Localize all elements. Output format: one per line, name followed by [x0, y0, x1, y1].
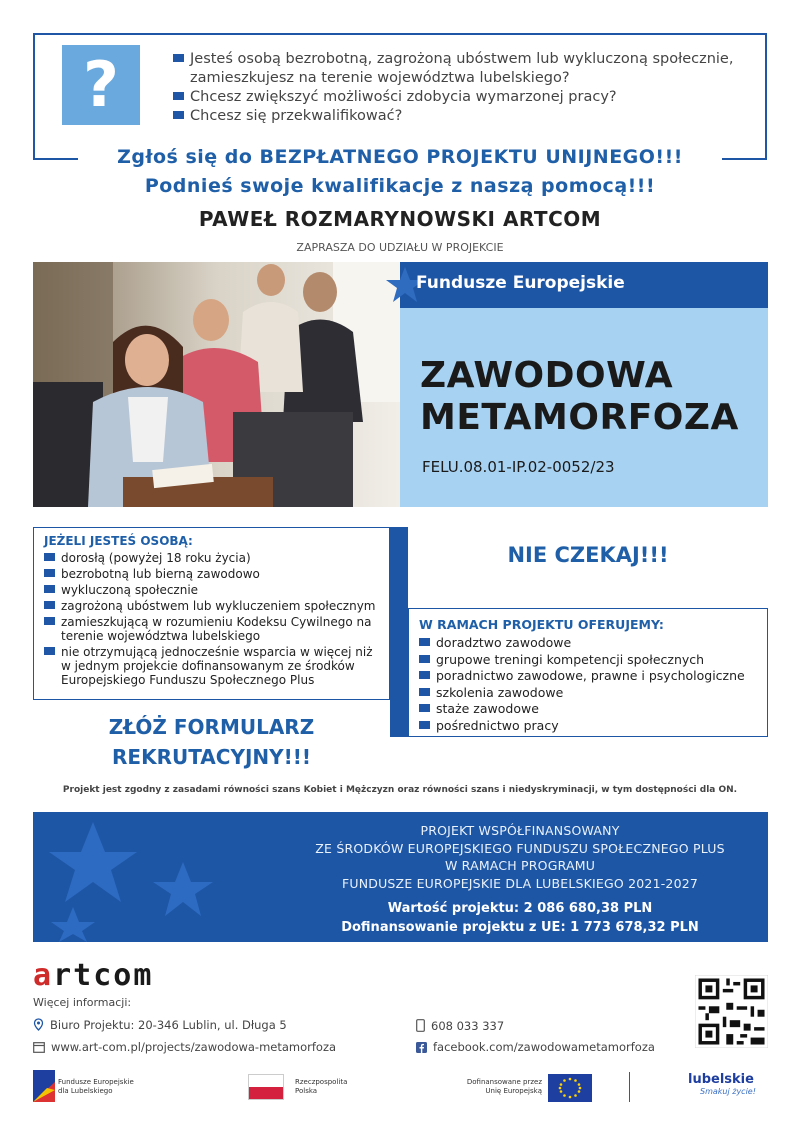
phone-icon [416, 1019, 425, 1032]
bullet-square-icon [44, 601, 55, 609]
bullet-square-icon [419, 638, 430, 646]
bullet-square-icon [44, 647, 55, 655]
fe-flag-icon [33, 1070, 55, 1102]
poland-logo-text: Rzeczpospolita Polska [295, 1078, 348, 1095]
list-item: dorosłą (powyżej 18 roku życia) [44, 551, 379, 565]
bullet-square-icon [173, 54, 184, 62]
list-item: zamieszkującą w rozumieniu Kodeksu Cywilnego na terenie województwa lubelskiego [44, 615, 379, 643]
funding-text: PROJEKT WSPÓŁFINANSOWANY ZE ŚRODKÓW EUROPEJSKIEGO FUNDUSZU SPOŁECZNEGO PLUS W RAMACH PROGRAMU FUNDUSZE EUROPEJSKIE DLA LUBELSKIEGO 2021-2027 [315, 823, 725, 891]
fe-logo-text: Fundusze Europejskie dla Lubelskiego [58, 1078, 134, 1095]
logo-divider [629, 1072, 630, 1102]
poland-flag-icon [248, 1074, 284, 1100]
eligibility-box [33, 527, 390, 700]
location-pin-icon [33, 1018, 44, 1031]
list-item: poradnictwo zawodowe, prawne i psychologiczne [419, 668, 757, 685]
project-code: FELU.08.01-IP.02-0052/23 [422, 458, 615, 476]
facebook-icon [416, 1042, 427, 1053]
bullet-square-icon [44, 569, 55, 577]
logo-letter: r [53, 958, 74, 993]
project-cofinance: Dofinansowanie projektu z UE: 1 773 678,32 PLN [341, 920, 699, 935]
hero-photo [33, 262, 400, 507]
dont-wait-heading: NIE CZEKAJ!!! [507, 543, 669, 567]
offer-heading: W RAMACH PROJEKTU OFERUJEMY: [419, 617, 664, 632]
list-item: staże zawodowe [419, 701, 757, 718]
lubelskie-logo: lubelskie Smakuj życie! [688, 1072, 756, 1096]
list-item: grupowe treningi kompetencji społecznych [419, 652, 757, 669]
logo-letter: t [73, 958, 94, 993]
eu-flag-icon [548, 1074, 592, 1102]
eligibility-heading: JEŻELI JESTEŚ OSOBĄ: [44, 534, 193, 548]
eu-logo-text: Dofinansowane przez Unię Europejską [466, 1078, 542, 1095]
project-title: ZAWODOWA METAMORFOZA [420, 355, 739, 438]
bullet-square-icon [173, 92, 184, 100]
list-item: Chcesz zwiększyć możliwości zdobycia wymarzonej pracy? [173, 88, 753, 107]
bullet-square-icon [419, 655, 430, 663]
list-item: nie otrzymującą jednocześnie wsparcia w więcej niż w jednym projekcie dofinansowanym ze środków Europejskiego Funduszu Społecznego Plus [44, 645, 379, 687]
list-item: Chcesz się przekwalifikować? [173, 107, 753, 126]
logo-letter: a [33, 958, 54, 993]
phone-number[interactable]: 608 033 337 [416, 1019, 504, 1033]
program-name: Fundusze Europejskie [416, 273, 625, 293]
list-item: szkolenia zawodowe [419, 685, 757, 702]
list-item: doradztwo zawodowe [419, 635, 757, 652]
company-name: PAWEŁ ROZMARYNOWSKI ARTCOM [198, 207, 602, 231]
list-item: zamieszkujesz na terenie województwa lubelskiego? [190, 70, 570, 86]
list-item: wykluczoną społecznie [44, 583, 379, 597]
bullet-square-icon [44, 585, 55, 593]
logo-letter: c [93, 958, 114, 993]
qr-code[interactable] [695, 975, 768, 1048]
list-item: bezrobotną lub bierną zawodowo [44, 567, 379, 581]
program-banner [400, 262, 768, 308]
offer-box [408, 608, 768, 737]
funding-values [200, 899, 800, 937]
invite-text: ZAPRASZA DO UDZIAŁU W PROJEKCIE [296, 241, 504, 254]
bullet-square-icon [173, 111, 184, 119]
list-item: Jesteś osobą bezrobotną, zagrożoną ubóstwem lub wykluczoną społecznie, [173, 50, 753, 69]
project-value: Wartość projektu: 2 086 680,38 PLN [387, 901, 653, 916]
bullet-square-icon [419, 721, 430, 729]
more-info-label: Więcej informacji: [33, 996, 132, 1009]
bullet-square-icon [419, 688, 430, 696]
fe-logo [33, 1070, 55, 1106]
list-item: zagrożoną ubóstwem lub wykluczeniem społecznym [44, 599, 379, 613]
web-icon [33, 1042, 45, 1053]
equality-statement: Projekt jest zgodny z zasadami równości szans Kobiet i Mężczyzn oraz równości szans i niedyskryminacji, w tym dostępności dla ON. [62, 785, 738, 795]
bullet-square-icon [44, 617, 55, 625]
question-mark-icon: ? [62, 45, 140, 125]
facebook-link[interactable]: facebook.com/zawodowametamorfoza [416, 1040, 655, 1054]
question-list [173, 50, 753, 126]
address: Biuro Projektu: 20-346 Lublin, ul. Długa 5 [33, 1018, 287, 1032]
website-link[interactable]: www.art-com.pl/projects/zawodowa-metamorfoza [33, 1040, 336, 1054]
divider-bar [390, 527, 408, 737]
bullet-square-icon [419, 704, 430, 712]
bullet-square-icon [419, 671, 430, 679]
artcom-logo [33, 958, 153, 993]
bullet-square-icon [44, 553, 55, 561]
list-item: pośrednictwo pracy [419, 718, 757, 735]
logo-letter: o [113, 958, 134, 993]
apply-cta: ZŁÓŻ FORMULARZ REKRUTACYJNY!!! [108, 715, 315, 769]
headline-qualifications: Podnieś swoje kwalifikacje z naszą pomocą!!! [144, 175, 656, 197]
headline-free-project: Zgłoś się do BEZPŁATNEGO PROJEKTU UNIJNEGO!!! [117, 146, 683, 168]
logo-letter: m [133, 958, 154, 993]
